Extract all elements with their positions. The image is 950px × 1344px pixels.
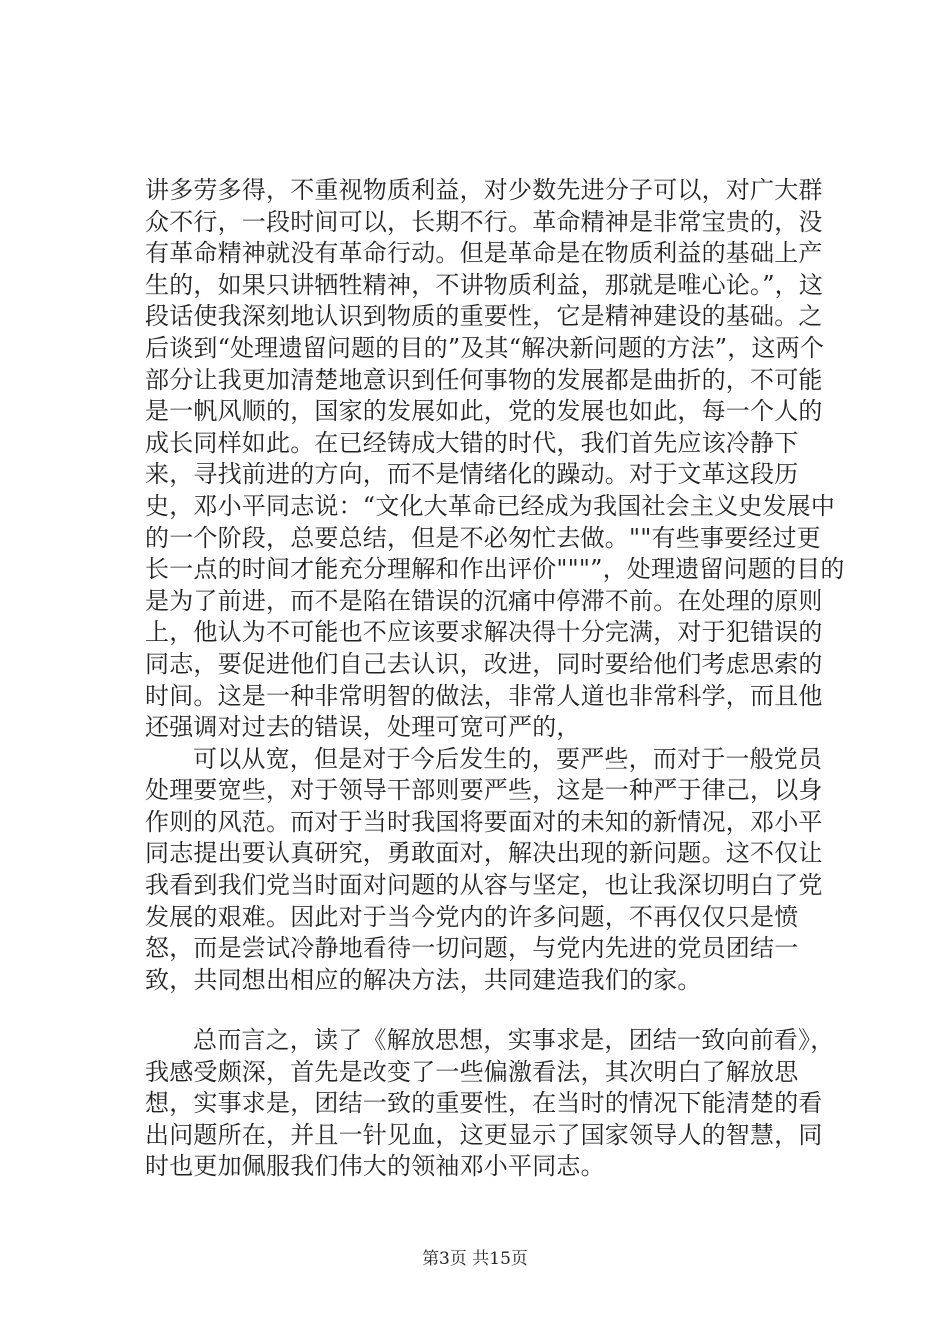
- paragraph-3: 总而言之，读了《解放思想，实事求是，团结一致向前看》，我感受颇深，首先是改变了一些偏激看法，其次明白了解放思想，实事求是，团结一致的重要性，在当时的情况下能清楚的看出问题所在，并且一针见血，这更显示了国家领导人的智慧，同时也更加佩服我们伟大的领袖邓小平同志。: [145, 1026, 835, 1181]
- paragraph-1: 讲多劳多得，不重视物质利益，对少数先进分子可以，对广大群众不行，一段时间可以，长期不行。革命精神是非常宝贵的，没有革命精神就没有革命行动。但是革命是在物质利益的基础上产生的，如果只讲牺牲精神，不讲物质利益，那就是唯心论。”，这段话使我深刻地认识到物质的重要性，它是精神建设的基础。之后谈到“处理遗留问题的目的”及其“解决新问题的方法”，这两个部分让我更加清楚地意识到任何事物的发展都是曲折的，不可能是一帆风顺的，国家的发展如此，党的发展也如此，每一个人的成长同样如此。在已经铸成大错的时代，我们首先应该冷静下来，寻找前进的方向，而不是情绪化的躁动。对于文革这段历史，邓小平同志说：“文化大革命已经成为我国社会主义史发展中的一个阶段，总要总结，但是不必匆忙去做。""有些事要经过更长一点的时间才能充分理解和作出评价"""”，处理遗留问题的目的是为了前进，而不是陷在错误的沉痛中停滞不前。在处理的原则上，他认为不可能也不应该要求解决得十分完满，对于犯错误的同志，要促进他们自己去认识，改进，同时要给他们考虑思索的时间。这是一种非常明智的做法，非常人道也非常科学，而且他还强调对过去的错误，处理可宽可严的，: [145, 176, 845, 742]
- body-text-block-2: [145, 1025, 845, 1183]
- paragraph-2: 可以从宽，但是对于今后发生的，要严些，而对于一般党员处理要宽些，对于领导干部则要严些，这是一种严于律己，以身作则的风范。而对于当时我国将要面对的未知的新情况，邓小平同志提出要认真研究，勇敢面对，解决出现的新问题。这不仅让我看到我们党当时面对问题的从容与坚定，也让我深切明白了党发展的艰难。因此对于当今党内的许多问题，不再仅仅只是愤怒，而是尝试冷静地看待一切问题，与党内先进的党员团结一致，共同想出相应的解决方法，共同建造我们的家。: [145, 744, 823, 994]
- body-text-block-1: [145, 175, 845, 996]
- page-footer: 第3页 共15页: [422, 1249, 528, 1269]
